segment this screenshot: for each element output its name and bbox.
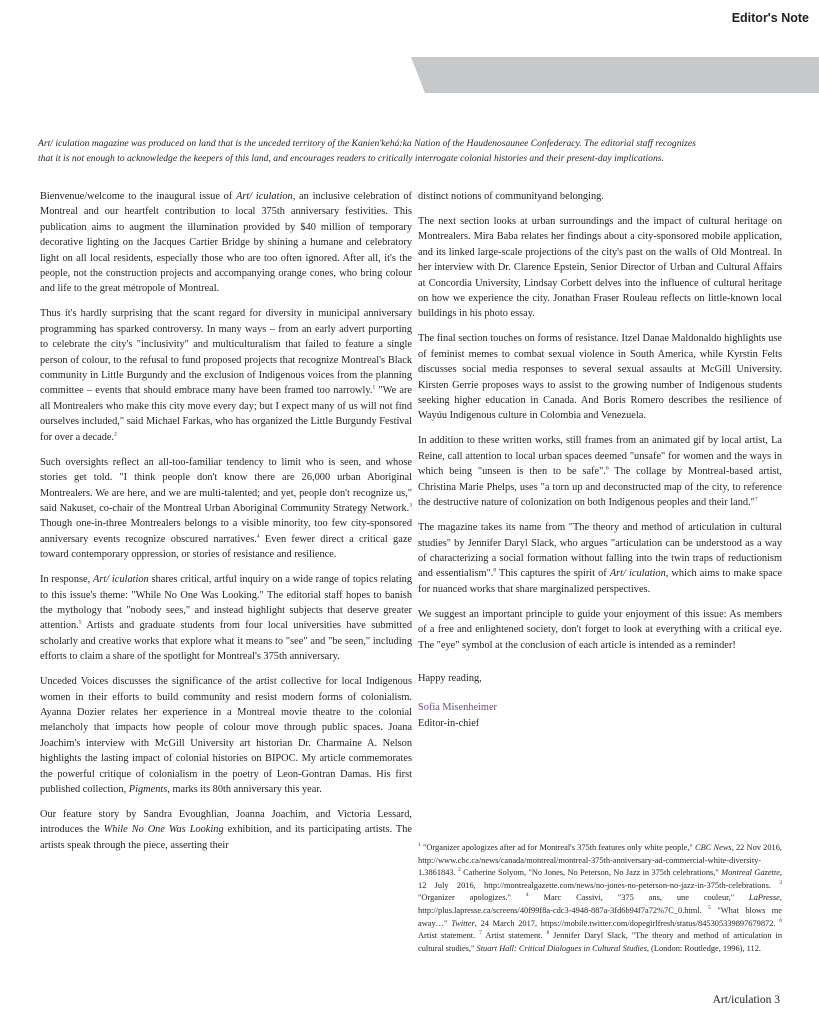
right-column <box>418 189 782 741</box>
footnote-ref: 2 <box>114 431 117 438</box>
ack-line-1: Art/ iculation magazine was produced on land that is the unceded territory of the Kanien'kehá:ka Nation of the Haudenosaunee Confederacy. The editorial staff recognizes <box>38 138 696 149</box>
footnote-ref: 3 <box>409 502 412 509</box>
magazine-title: Art/ iculation <box>236 191 293 202</box>
page-number: Art/iculation 3 <box>712 994 780 1006</box>
paragraph: In response, Art/ iculation shares critical, artful inquiry on a wide range of topics relating to this issue's theme: "While No One Was Looking." The editorial staff hopes to banish the mythology that "nobody sees," and instead highlight subjects that deserve greater attention.$^5$ Artists and graduate students from four local universities have submitted scholarly and creative works that explore what it means to "see" and "be seen," including efforts to claim a share of the spotlight for Montreal's 375th anniversary. <box>40 574 412 663</box>
paragraph: Such oversights reflect an all-too-familiar tendency to limit who is seen, and whose stories get told. "I think people don't know there are 26,000 urban Aboriginal Montrealers. We are here, and we are multi-talented; and yet, people don't recognize us," said Nakuset, co-chair of the Montreal Urban Aboriginal Community Strategy Network.$^3$ Though one-in-three Montrealers belongs to a visible minority, too few city-sponsored anniversary events recognize obscured narratives.$^4$ Even fewer direct a critical gaze toward contemporary oppression, or stories of resistance and resilience. <box>40 456 412 561</box>
paragraph: The magazine takes its name from "The theory and method of articulation in cultural studies" by Jennifer Daryl Slack, who argues "articulation can be understood as a way of characterizing a social formation without falling into the twin traps of reductionism and essentialism".$^8$ This captures the spirit of Art/ iculation, which aims to make space for nuanced works that share marginalized perspectives. <box>418 522 782 595</box>
closing-line: Happy reading, <box>418 672 482 684</box>
footnote-ref: 1 <box>372 385 376 392</box>
paragraph: We suggest an important principle to guide your enjoyment of this issue: As members of a free and enlightened society, don't forget to look at everything with a critical eye. The "eye" symbol at the conclusion of each article is intended as a reminder! <box>418 608 782 651</box>
paragraph: Unceded Voices discusses the significance of the artist collective for local Indigenous women in their efforts to build community and resist modern forms of colonialism. Ayanna Dozier relates her experience in a Montreal movie theatre to the colonial melancholy that impacts how people of colour move through public spaces. Joana Joachim's interview with McGill University art historian Dr. Charmaine A. Nelson highlights the lasting impact of colonial histories on BIPOC. My article commemorates the powerful critique of colonialism in the poetry of Leon-Gontran Damas. His first published collection, Pigments, marks its 80th anniversary this year. <box>40 676 412 795</box>
paragraph: Thus it's hardly surprising that the scant regard for diversity in municipal anniversary programming has sparked controversy. In many ways – from an early advert purporting to celebrate the city's "inclusivity" and multiculturalism that failed to feature a single person of colour, to the refusal to fund proposed projects that recognize Montreal's Black community in Little Burgundy and the exclusion of Indigenous voices from the planning committee – events that should embrace many have been framed too narrowly.$^1$ "We are all Montrealers who make this city move every day; but I expect many of us will not find ourselves included," said Michael Farkas, who has organized the Little Burgundy Festival for over a decade.$^2$ <box>40 308 412 443</box>
footnote-ref: 7 <box>754 496 758 503</box>
book-title: Pigments <box>128 784 168 795</box>
signature-name: Sofia Misenheimer <box>418 702 497 714</box>
magazine-title: Art/ iculation <box>609 568 666 580</box>
land-acknowledgement <box>38 136 788 166</box>
paragraph: distinct notions of communityand belonging. <box>418 191 604 202</box>
paragraph: The final section touches on forms of resistance. Itzel Danae Maldonaldo highlights use of feminist memes to combat sexual violence in South America, while Kyrstin Felts discusses social media responses to several sexual assaults at McGill University. Kirsten Gerrie proposes ways to assist to the growing number of Indigenous students seeking higher education in Canada. And Boris Romero describes the resilience of Wayúu Indigenous culture in Colombia and Venezuela. <box>418 333 782 422</box>
magazine-title: Art/ iculation <box>93 574 149 586</box>
paragraph: Our feature story by Sandra Evoughlian, Joanna Joachim, and Victoria Lessard, introduces the While No One Was Looking exhibition, and its participating artists. The artists speak through the piece, asserting their <box>40 809 413 851</box>
ack-line-2: that it is not enough to acknowledge the keepers of this land, and encourages readers to critically interrogate colonial histories and their present-day implications. <box>38 153 664 164</box>
exhibition-title: While No One Was Looking <box>103 824 224 836</box>
section-banner <box>411 57 819 93</box>
footnote-ref: 6 <box>605 465 609 472</box>
footnote-ref: 5 <box>78 619 82 626</box>
footnote-ref: 8 <box>493 567 497 574</box>
section-label: Editor's Note <box>731 11 809 25</box>
signature <box>418 700 782 731</box>
footnote-ref: 4 <box>256 533 260 540</box>
signature-title: Editor-in-chief <box>418 717 480 729</box>
footnotes: $^1$ "Organizer apologizes after ad for Montreal's 375th features only white people," CBC News, 22 Nov 2016, http://www.cbc.ca/news/canada/montreal/montreal-375th-anniversary-ad-commercial-white-diversity-1.3861843. $^2$ Catherine Solyom, "No Jones, No Peterson, No Jazz in 375th celebrations," Montreal Gazette, 12 July 2016, http://montrealgazette.com/news/no-jones-no-peterson-no-jazz-in-375th-celebrations. $^3$ "Organizer apologizes." $^4$ Marc Cassivi, "375 ans, une couleur," LaPresse, http://plus.lapresse.ca/screens/40f99f8a-cdc3-4948-887a-3fd6b94f7a72%7C_0.html. $^5$ "What blows me away…" Twitter, 24 March 2017, https://mobile.twitter.com/dopegirlfresh/status/845305339897679872. $^6$ Artist statement. $^7$ Artist statement. $^8$ Jennifer Daryl Slack, "The theory and method of articulation in cultural studies," Stuart Hall: Critical Dialogues in Cultural Studies, (London: Routledge, 1996), 112. <box>418 842 783 953</box>
paragraph: The next section looks at urban surroundings and the impact of cultural heritage on Montrealers. Mira Baba relates her findings about a city-sponsored mobile application, and its linked large-scale projections of the city's past on the walls of Old Montreal. In her interview with Dr. Clarence Epstein, Senior Director of Urban and Cultural Affairs at Concordia University, Lindsay Corbett delves into the influence of cultural heritage on how we experience the city. Jonathan Fraser Rouleau reflects on little-known local buildings in his photo essay. <box>418 216 782 320</box>
paragraph: Bienvenue/welcome to the inaugural issue of Art/ iculation, an inclusive celebration of Montreal and our heartfelt contribution to local 375th anniversary festivities. This publication aims to augment the illumination provided by $40 million of temporary decorative lighting on the Jacques Cartier Bridge by shining a humane and celebratory light on all local residents, especially those who are too often ignored. After all, it's the people, not the construction projects and accompanying orange cones, who bring colour and life to the great métropole of Montreal. <box>40 191 413 295</box>
paragraph: In addition to these written works, still frames from an animated gif by local artist, La Reine, call attention to local urban spaces deemed "unsafe" for women and the ways in which being "unseen is then to be safe".$^6$ The collage by Montreal-based artist, Christina Marie Phelps, uses "a torn up and deconstructed map of the city, to reference the destructive nature of colonization on both Indigenous peoples and their land."$^7$ <box>418 435 782 509</box>
left-column <box>40 189 412 863</box>
